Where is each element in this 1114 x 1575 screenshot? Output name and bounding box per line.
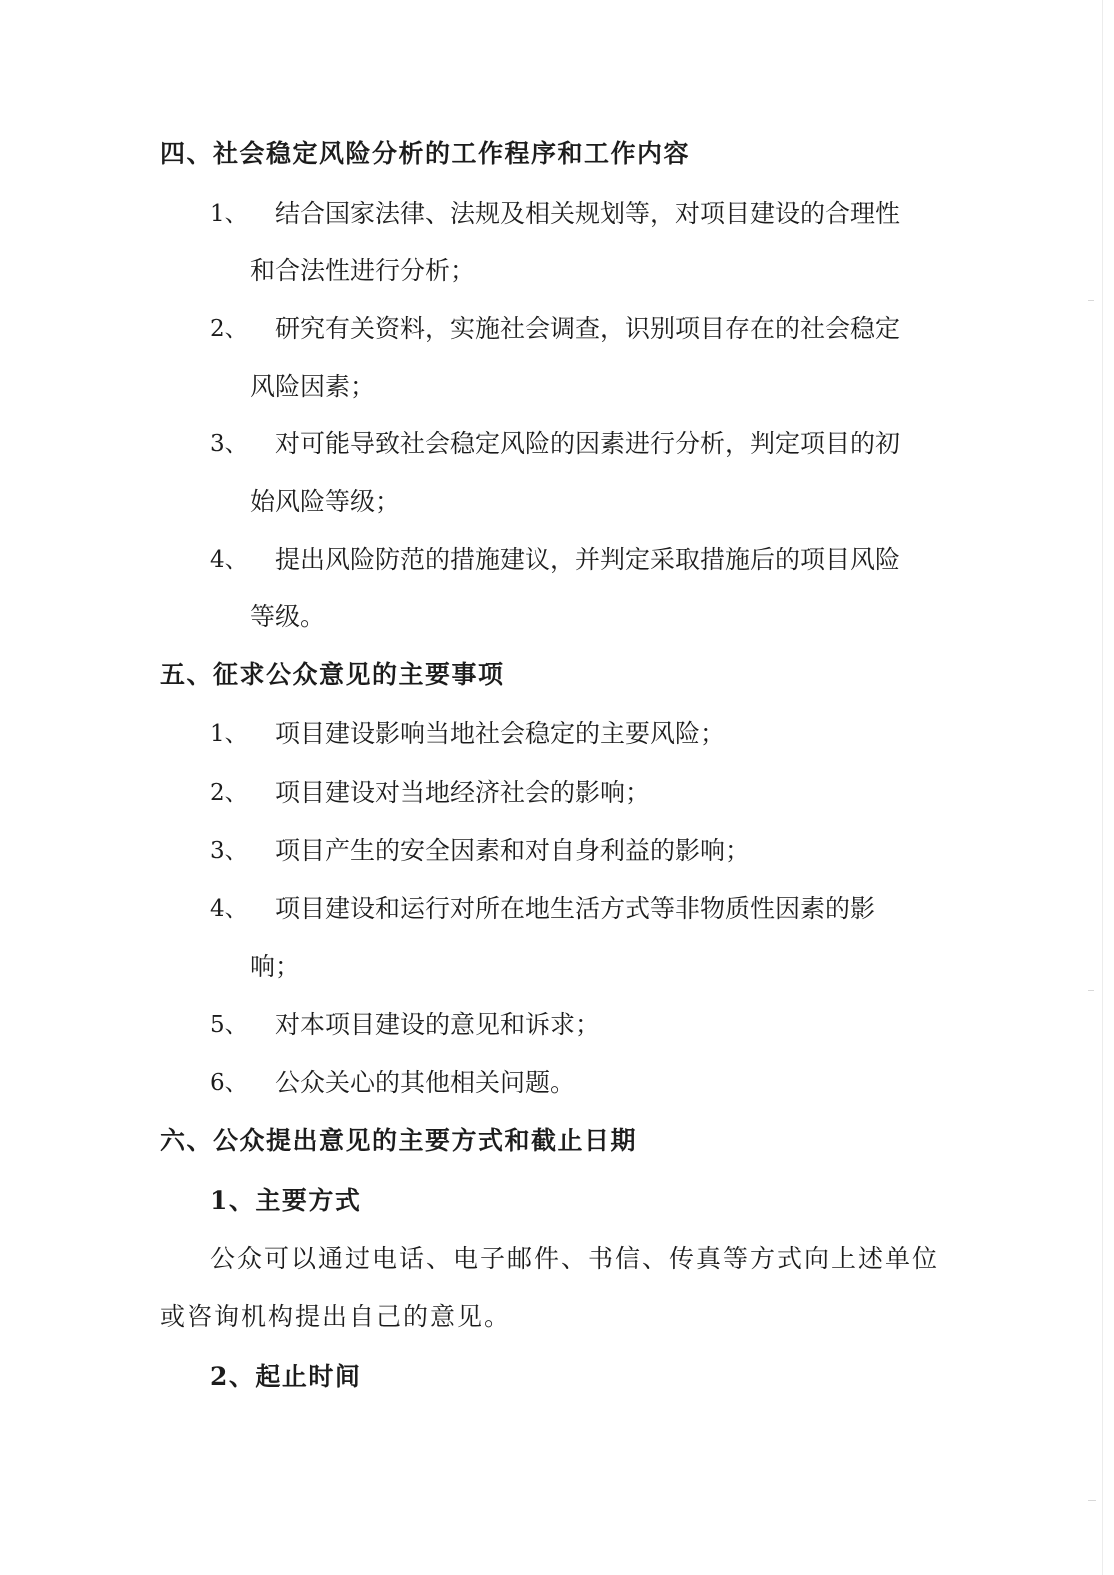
list-item-text-continued: 风险因素；: [250, 372, 376, 401]
list-item-text: 项目建设影响当地社会稳定的主要风险；: [275, 719, 726, 748]
scan-edge-mark: [1088, 990, 1094, 991]
list-item-text-continued: 等级。: [250, 602, 326, 631]
scan-edge-line: [1102, 0, 1103, 1575]
list-item-text: 项目建设对当地经济社会的影响；: [275, 778, 651, 807]
list-item-text: 对可能导致社会稳定风险的因素进行分析，判定项目的初: [275, 429, 901, 458]
list-item-number: 6、: [210, 1070, 248, 1096]
list-item-text: 提出风险防范的措施建议，并判定采取措施后的项目风险: [275, 545, 901, 574]
list-item-text-continued: 始风险等级；: [250, 487, 401, 516]
list-item-number: 2、: [210, 316, 248, 342]
list-item-text-continued: 响；: [250, 952, 301, 981]
subsection-heading: 1、主要方式: [210, 1186, 362, 1215]
list-item-text-continued: 和合法性进行分析；: [250, 256, 476, 285]
scan-edge-mark: [1088, 300, 1094, 301]
list-item-text: 研究有关资料，实施社会调查，识别项目存在的社会稳定: [275, 314, 901, 343]
list-item-text: 对本项目建设的意见和诉求；: [275, 1010, 601, 1039]
list-item-number: 4、: [210, 547, 248, 573]
list-item-number: 1、: [210, 201, 248, 227]
list-item-text: 公众关心的其他相关问题。: [275, 1068, 576, 1097]
list-item-number: 2、: [210, 780, 248, 806]
section-5-heading: 五、征求公众意见的主要事项: [160, 660, 505, 689]
list-item-number: 1、: [210, 721, 248, 747]
list-item-number: 5、: [210, 1012, 248, 1038]
list-item-text: 项目建设和运行对所在地生活方式等非物质性因素的影: [275, 894, 876, 923]
section-6-heading: 六、公众提出意见的主要方式和截止日期: [160, 1126, 638, 1155]
section-4-heading: 四、社会稳定风险分析的工作程序和工作内容: [160, 139, 691, 168]
subsection-heading: 2、起止时间: [210, 1362, 362, 1391]
list-item-number: 3、: [210, 838, 248, 864]
list-item-number: 4、: [210, 896, 248, 922]
paragraph-text: 公众可以通过电话、电子邮件、书信、传真等方式向上述单位: [210, 1244, 940, 1273]
paragraph-text-continued: 或咨询机构提出自己的意见。: [160, 1302, 512, 1331]
scan-edge-mark: [1088, 1500, 1096, 1501]
list-item-text: 结合国家法律、法规及相关规划等，对项目建设的合理性: [275, 199, 901, 228]
list-item-text: 项目产生的安全因素和对自身利益的影响；: [275, 836, 751, 865]
list-item-number: 3、: [210, 431, 248, 457]
